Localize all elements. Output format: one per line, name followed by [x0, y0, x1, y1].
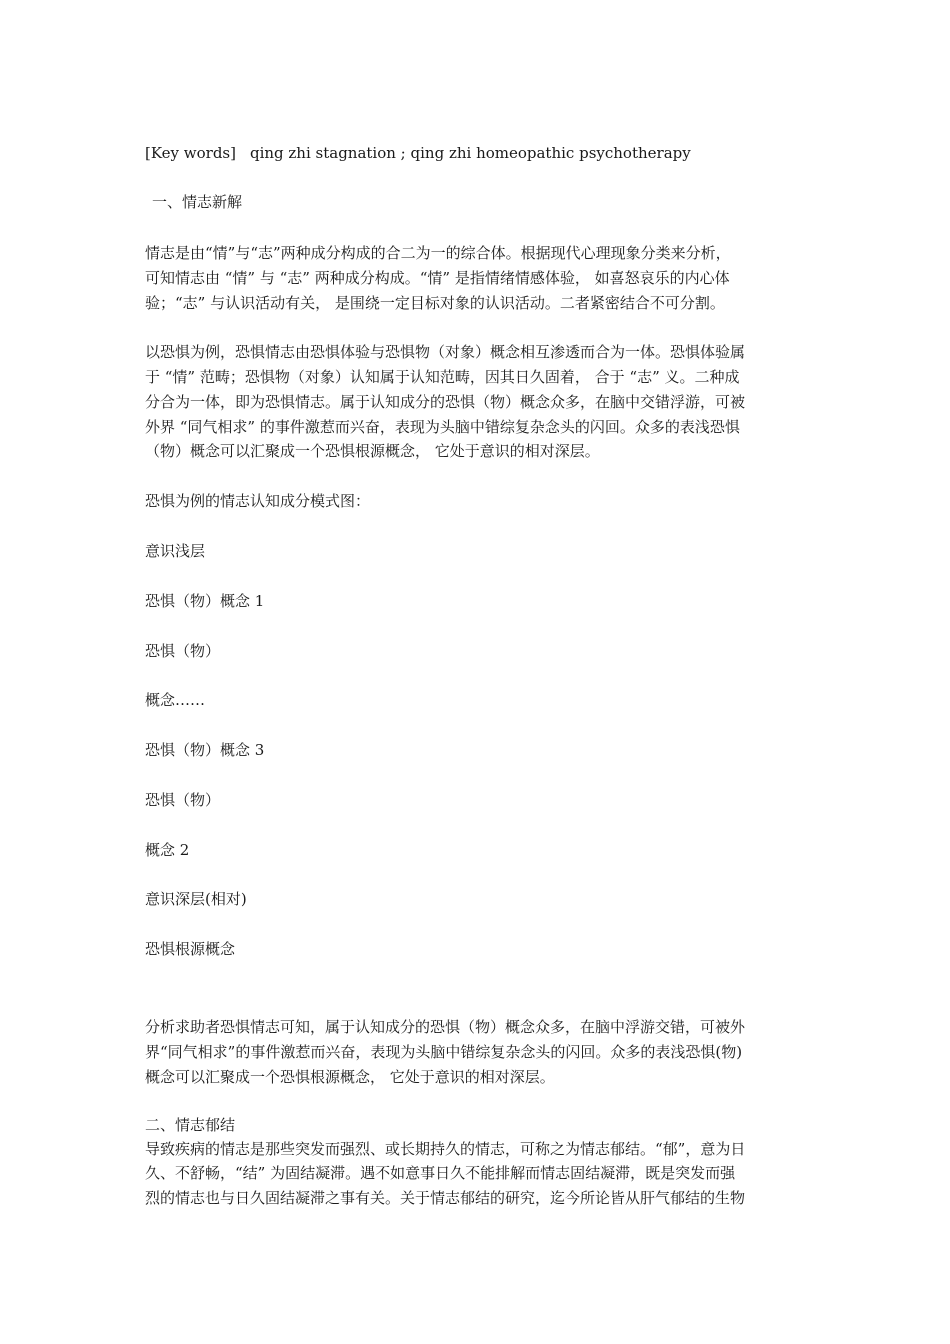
- keywords-label: [Key words]: [145, 144, 236, 162]
- paragraph-line: 验；“志” 与认识活动有关， 是围绕一定目标对象的认识活动。二者紧密结合不可分割。: [145, 294, 725, 312]
- paragraph-line: 概念可以汇聚成一个恐惧根源概念， 它处于意识的相对深层。: [145, 1068, 555, 1086]
- paragraph-line: 以恐惧为例，恐惧情志由恐惧体验与恐惧物（对象）概念相互渗透而合为一体。恐惧体验属: [145, 343, 746, 361]
- keywords-line: [145, 143, 691, 163]
- diagram-item: 恐惧（物）: [145, 642, 221, 660]
- paragraph-line: 可知情志由 “情” 与 “志” 两种成分构成。“情” 是指情绪情感体验， 如喜怒哀乐的内心体: [145, 269, 730, 287]
- section-heading-1: 一、情志新解: [152, 193, 243, 211]
- paragraph-line: 久、不舒畅，“结” 为固结凝滞。遇不如意事日久不能排解而情志固结凝滞，既是突发而强: [145, 1164, 736, 1182]
- diagram-item: 恐惧（物）: [145, 791, 221, 809]
- diagram-item: 恐惧（物）概念 3: [145, 741, 265, 759]
- keywords-text: qing zhi stagnation ; qing zhi homeopathic psychotherapy: [249, 144, 691, 162]
- paragraph-line: （物）概念可以汇聚成一个恐惧根源概念， 它处于意识的相对深层。: [145, 442, 600, 460]
- diagram-item: 概念 2: [145, 841, 190, 859]
- diagram-item: 概念……: [145, 691, 206, 709]
- paragraph-line: 情志是由“情”与“志”两种成分构成的合二为一的综合体。根据现代心理现象分类来分析，: [145, 244, 731, 262]
- paragraph-line: 于 “情” 范畴；恐惧物（对象）认知属于认知范畴，因其日久固着， 合于 “志” 义。二种成: [145, 368, 740, 386]
- diagram-item: 意识深层(相对): [145, 890, 247, 908]
- diagram-item: 恐惧根源概念: [145, 940, 236, 958]
- paragraph-line: 烈的情志也与日久固结凝滞之事有关。关于情志郁结的研究，迄今所论皆从肝气郁结的生物: [145, 1189, 746, 1207]
- paragraph-line: 分合为一体，即为恐惧情志。属于认知成分的恐惧（物）概念众多，在脑中交错浮游，可被: [145, 393, 746, 411]
- diagram-caption: 恐惧为例的情志认知成分模式图：: [145, 492, 371, 510]
- paragraph-line: 界“同气相求”的事件激惹而兴奋，表现为头脑中错综复杂念头的闪回。众多的表浅恐惧(物): [145, 1043, 743, 1061]
- paragraph-line: 分析求助者恐惧情志可知，属于认知成分的恐惧（物）概念众多，在脑中浮游交错，可被外: [145, 1018, 746, 1036]
- diagram-item: 恐惧（物）概念 1: [145, 592, 265, 610]
- section-heading-2: 二、情志郁结: [145, 1116, 236, 1134]
- diagram-item: 意识浅层: [145, 542, 206, 560]
- paragraph-line: 外界 “同气相求” 的事件激惹而兴奋，表现为头脑中错综复杂念头的闪回。众多的表浅恐惧: [145, 418, 740, 436]
- paragraph-line: 导致疾病的情志是那些突发而强烈、或长期持久的情志，可称之为情志郁结。“郁”，意为日: [145, 1140, 746, 1158]
